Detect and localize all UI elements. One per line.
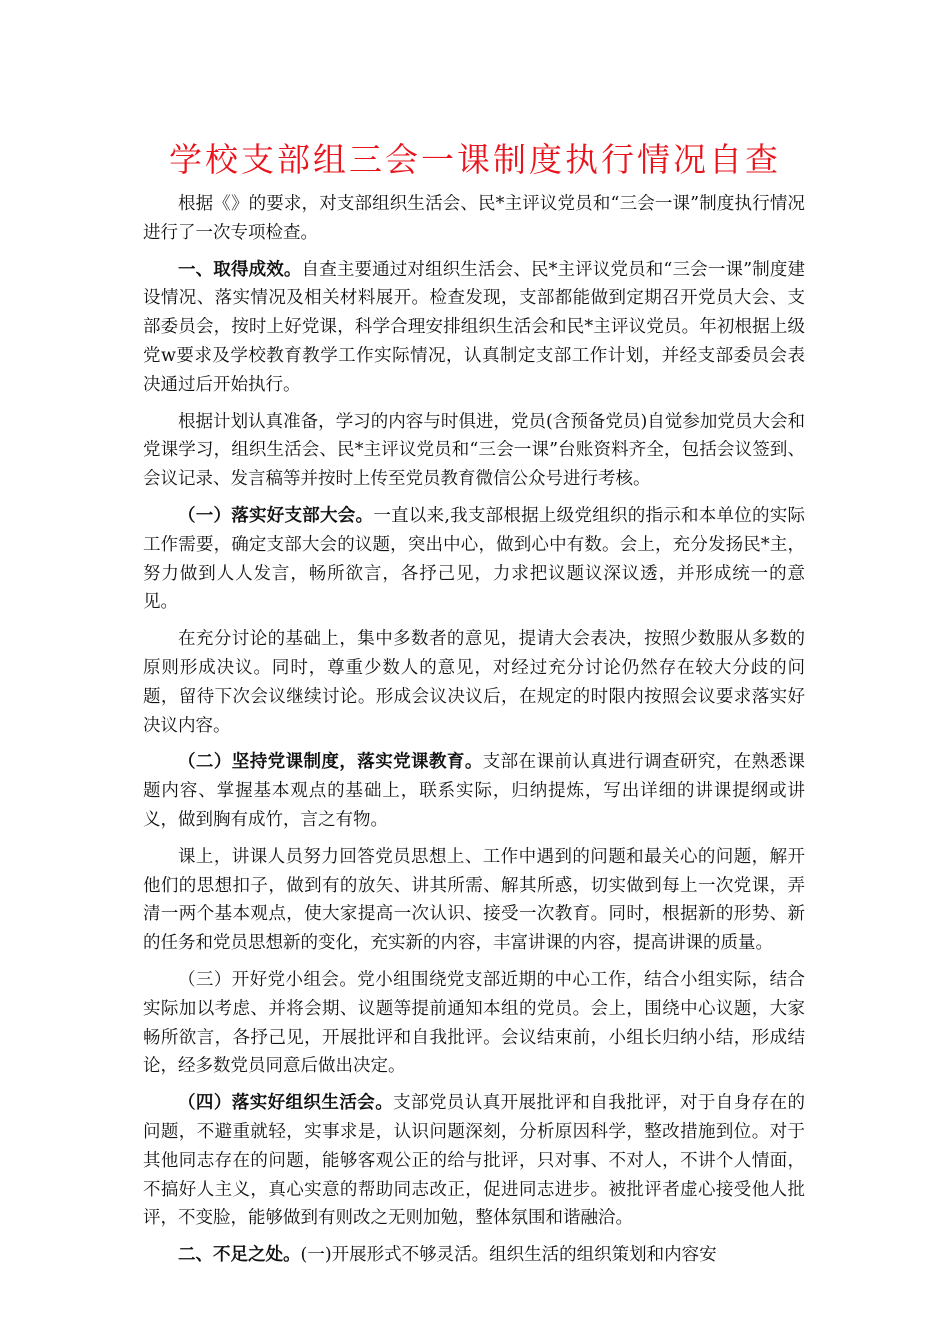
paragraph: （一）落实好支部大会。一直以来,我支部根据上级党组织的指示和本单位的实际工作需要，确定支部大会的议题，突出中心，做到心中有数。会上，充分发扬民*主，努力做到人人发言，畅所欲言，各抒己见，力求把议题议深议透，并形成统一的意见。 <box>143 505 806 613</box>
paragraph: 课上，讲课人员努力回答党员思想上、工作中遇到的问题和最关心的问题，解开他们的思想扣子，做到有的放矢、讲其所需、解其所惑，切实做到每上一次党课，弄清一两个基本观点，使大家提高一次认识、接受一次教育。同时，根据新的形势、新的任务和党员思想新的变化，充实新的内容，丰富讲课的内容，提高讲课的质量。 <box>143 846 805 954</box>
paragraph: 根据《》的要求，对支部组织生活会、民*主评议党员和“三会一课”制度执行情况进行了一次专项检查。 <box>143 194 805 243</box>
document-body <box>143 190 805 1278</box>
paragraph: 在充分讨论的基础上，集中多数者的意见，提请大会表决，按照少数服从多数的原则形成决议。同时，尊重少数人的意见，对经过充分讨论仍然存在较大分歧的问题，留待下次会议继续讨论。形成会议决议后，在规定的时限内按照会议要求落实好决议内容。 <box>143 629 805 736</box>
paragraph: （四）落实好组织生活会。支部党员认真开展批评和自我批评，对于自身存在的问题，不避重就轻，实事求是，认识问题深刻，分析原因科学，整改措施到位。对于其他同志存在的问题，能够客观公正的给与批评，只对事、不对人，不讲个人情面，不搞好人主义，真心实意的帮助同志改正，促进同志进步。被批评者虚心接受他人批评，不变脸，能够做到有则改之无则加勉，整体氛围和谐融洽。 <box>143 1093 806 1229</box>
document-title: 学校支部组三会一课制度执行情况自查 <box>169 140 781 179</box>
paragraph: 二、不足之处。(一)开展形式不够灵活。组织生活的组织策划和内容安 <box>178 1245 717 1266</box>
paragraph: 根据计划认真准备，学习的内容与时俱进，党员(含预备党员)自觉参加党员大会和党课学习，组织生活会、民*主评议党员和“三会一课”台账资料齐全，包括会议签到、会议记录、发言稿等并按时上传至党员教育微信公众号进行考核。 <box>143 411 805 490</box>
paragraph: 一、取得成效。自查主要通过对组织生活会、民*主评议党员和“三会一课”制度建设情况、落实情况及相关材料展开。检查发现，支部都能做到定期召开党员大会、支部委员会，按时上好党课，科学合理安排组织生活会和民*主评议党员。年初根据上级党w要求及学校教育教学工作实际情况，认真制定支部工作计划，并经支部委员会表决通过后开始执行。 <box>143 259 805 395</box>
paragraph: （二）坚持党课制度，落实党课教育。支部在课前认真进行调查研究，在熟悉课题内容、掌握基本观点的基础上，联系实际，归纳提炼，写出详细的讲课提纲或讲义，做到胸有成竹，言之有物。 <box>143 752 805 830</box>
paragraph: （三）开好党小组会。党小组围绕党支部近期的中心工作，结合小组实际，结合实际加以考虑、并将会期、议题等提前通知本组的党员。会上，围绕中心议题，大家畅所欲言，各抒己见，开展批评和自我批评。会议结束前，小组长归纳小结，形成结论，经多数党员同意后做出决定。 <box>143 969 805 1077</box>
